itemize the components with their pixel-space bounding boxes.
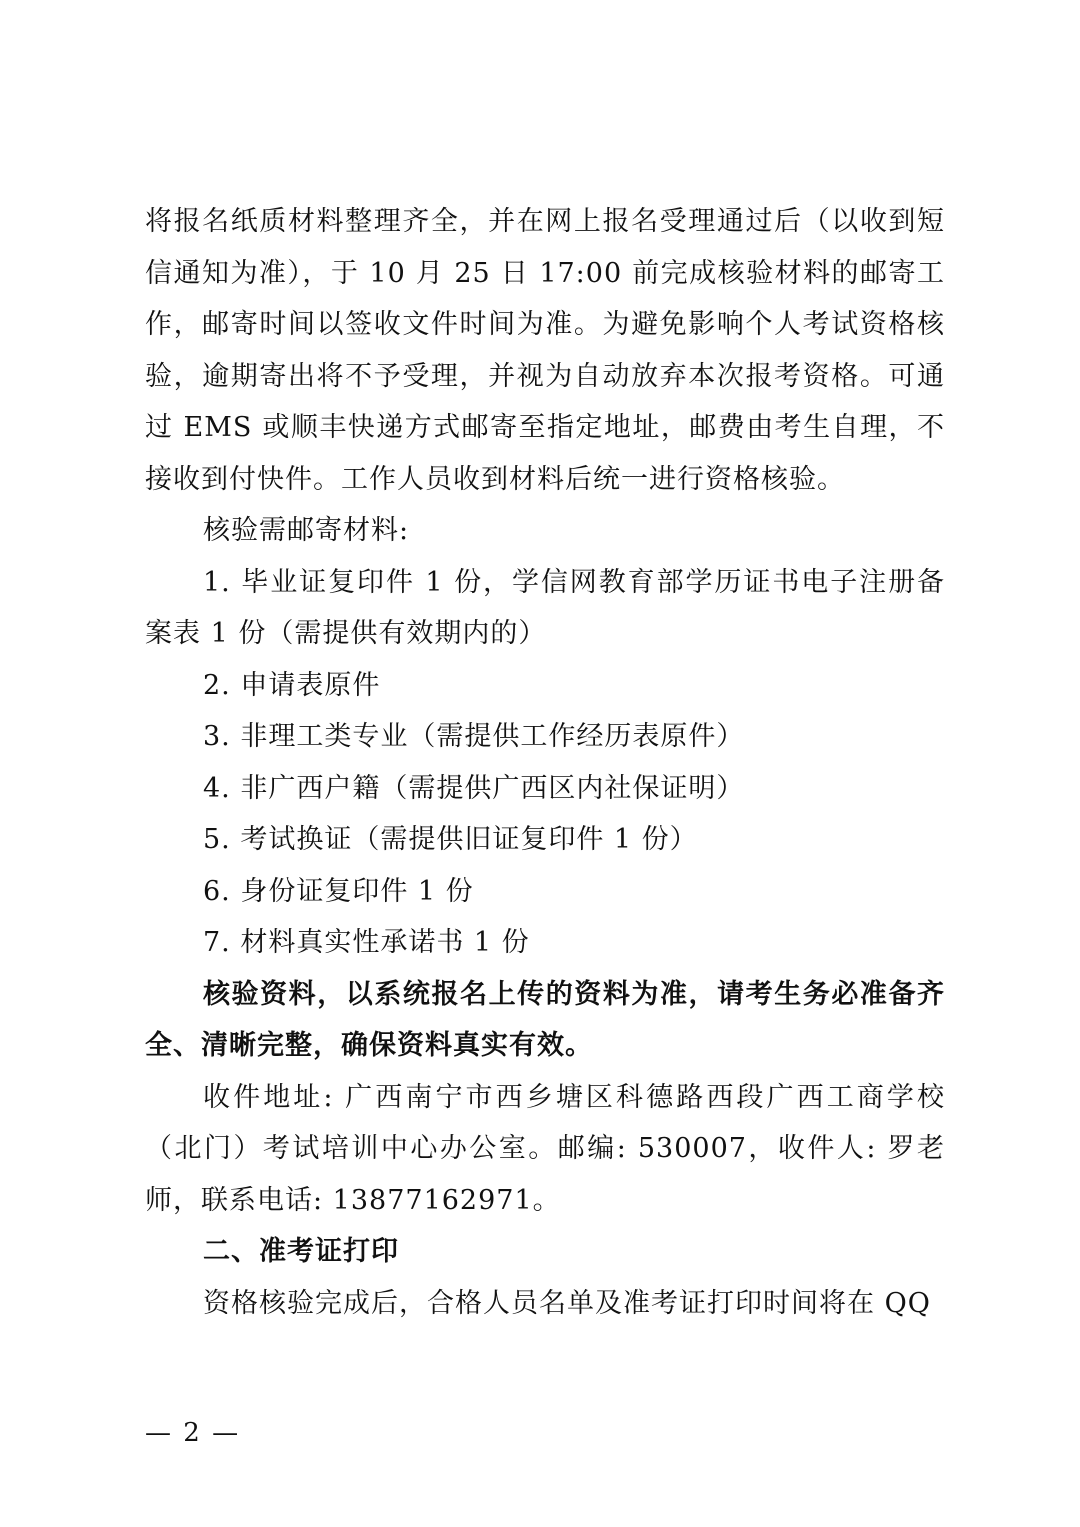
paragraph-mailing-instructions: 将报名纸质材料整理齐全，并在网上报名受理通过后（以收到短信通知为准），于 10 月 25 日 17:00 前完成核验材料的邮寄工作，邮寄时间以签收文件时间为准。为避免影响个人考试资格核验，逾期寄出将不予受理，并视为自动放弃本次报考资格。可通过 EMS 或顺丰快递方式邮寄至指定地址，邮费由考生自理，不接收到付快件。工作人员收到材料后统一进行资格核验。 xyxy=(145,206,945,495)
page-number: — 2 — xyxy=(145,1418,241,1448)
material-item-6: 6. 身份证复印件 1 份 xyxy=(203,875,474,907)
material-item-5: 5. 考试换证（需提供旧证复印件 1 份） xyxy=(203,824,698,855)
material-item-1: 1. 毕业证复印件 1 份，学信网教育部学历证书电子注册备案表 1 份（需提供有效期内的） xyxy=(145,566,945,649)
document-body xyxy=(145,196,945,1329)
material-item-4: 4. 非广西户籍（需提供广西区内社保证明） xyxy=(203,772,745,804)
section-2-text: 资格核验完成后，合格人员名单及准考证打印时间将在 QQ xyxy=(203,1287,931,1319)
material-item-7: 7. 材料真实性承诺书 1 份 xyxy=(203,927,530,958)
material-item-3: 3. 非理工类专业（需提供工作经历表原件） xyxy=(203,721,745,752)
verification-notice: 核验资料，以系统报名上传的资料为准，请考生务必准备齐全、清晰完整，确保资料真实有效。 xyxy=(145,978,945,1061)
materials-intro: 核验需邮寄材料: xyxy=(203,515,410,546)
section-heading-admission-ticket: 二、准考证打印 xyxy=(203,1236,399,1267)
material-item-2: 2. 申请表原件 xyxy=(203,669,381,701)
mailing-address: 收件地址: 广西南宁市西乡塘区科德路西段广西工商学校（北门）考试培训中心办公室。邮编: 530007，收件人: 罗老师，联系电话: 13877162971。 xyxy=(145,1081,945,1216)
